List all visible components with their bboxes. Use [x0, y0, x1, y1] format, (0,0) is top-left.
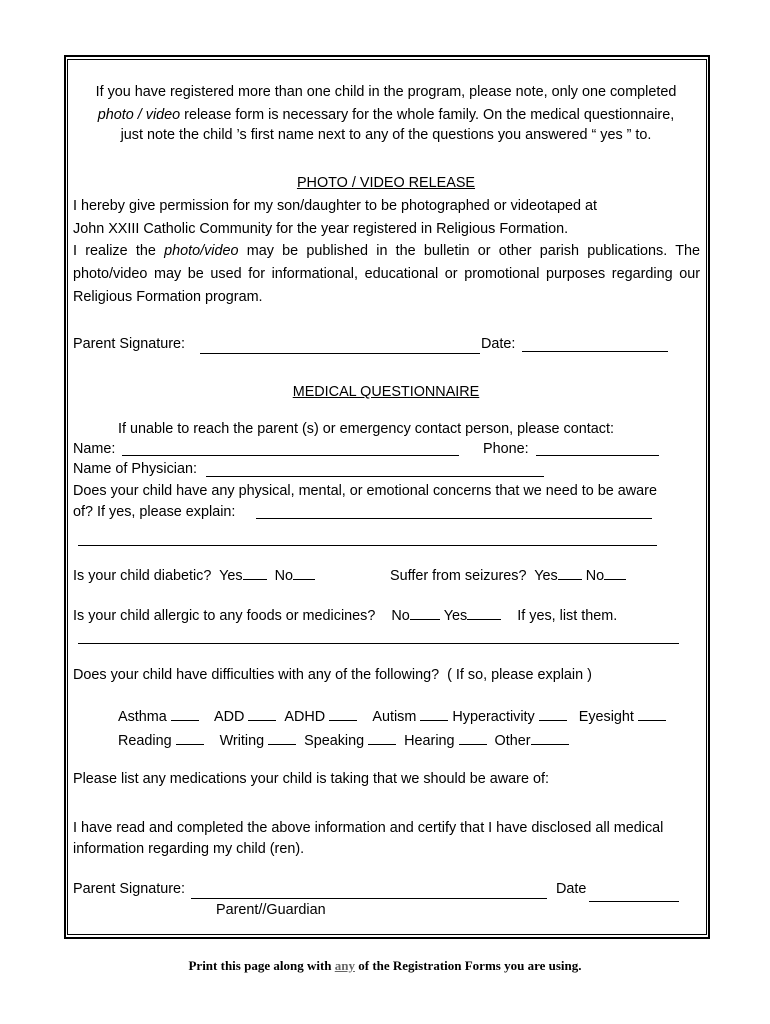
name-label: Name: [73, 441, 116, 457]
condition-reading: Reading [118, 733, 172, 749]
intro-line-2 [66, 107, 706, 124]
photo-release-heading: PHOTO / VIDEO RELEASE [296, 175, 476, 191]
photo-release-paragraph: I realize the photo/video may be published in the bulletin or other parish publications. The photo/video may be used for informational, educational or promotional purposes regarding our Religious Formation program. [73, 243, 700, 305]
diabetic-question: Is your child diabetic? Yes No [73, 566, 315, 585]
diabetic-no-line[interactable] [293, 566, 315, 580]
photo-release-line-2: John XXIII Catholic Community for the year registered in Religious Formation. [73, 221, 569, 237]
condition-hearing: Hearing [404, 733, 455, 749]
medications-question: Please list any medications your child is taking that we should be aware of: [73, 771, 549, 787]
physician-line[interactable] [206, 476, 544, 477]
concerns-line-2[interactable] [78, 545, 657, 546]
photo-date-line[interactable] [522, 351, 668, 352]
concerns-line-1[interactable] [256, 518, 652, 519]
certify-line-2: information regarding my child (ren). [73, 841, 305, 857]
difficulties-question: Does your child have difficulties with any of the following? ( If so, please explain ) [73, 667, 592, 683]
condition-add: ADD [214, 709, 245, 725]
phone-line[interactable] [536, 455, 659, 456]
condition-asthma: Asthma [118, 709, 167, 725]
seizures-question: Suffer from seizures? Yes No [390, 566, 626, 585]
contact-prompt: If unable to reach the parent (s) or emergency contact person, please contact: [118, 421, 614, 437]
condition-hyperactivity: Hyperactivity [452, 709, 535, 725]
condition-speaking: Speaking [304, 733, 365, 749]
physician-label: Name of Physician: [73, 461, 197, 477]
allergic-no-line[interactable] [410, 606, 440, 620]
condition-adhd: ADHD [284, 709, 326, 725]
condition-other: Other [494, 733, 531, 749]
concerns-question-2: of? If yes, please explain: [73, 504, 236, 520]
photo-signature-label: Parent Signature: [73, 336, 185, 352]
concerns-question-1: Does your child have any physical, mental, or emotional concerns that we need to be aware [73, 483, 657, 499]
footer-note: Print this page along with any of the Registration Forms you are using. [188, 958, 582, 973]
condition-autism: Autism [372, 709, 417, 725]
allergic-yes-line[interactable] [467, 606, 501, 620]
photo-signature-line[interactable] [200, 353, 480, 354]
conditions-row-1 [118, 707, 666, 726]
intro-line-1: If you have registered more than one child in the program, please note, only one completed [95, 84, 677, 100]
medical-date-label: Date [556, 881, 587, 897]
condition-writing: Writing [219, 733, 265, 749]
allergic-question: Is your child allergic to any foods or medicines? No Yes If yes, list them. [73, 608, 618, 624]
name-line[interactable] [122, 455, 459, 456]
guardian-label: Parent//Guardian [216, 902, 326, 918]
allergies-line[interactable] [78, 643, 679, 644]
medical-heading: MEDICAL QUESTIONNAIRE [292, 384, 480, 400]
photo-release-line-1: I hereby give permission for my son/daughter to be photographed or videotaped at [73, 198, 597, 214]
seizures-no-line[interactable] [604, 566, 626, 580]
medical-signature-line[interactable] [191, 898, 547, 899]
photo-date-label: Date: [481, 336, 516, 352]
diabetic-yes-line[interactable] [243, 566, 267, 580]
phone-label: Phone: [483, 441, 529, 457]
conditions-row-2 [118, 731, 569, 750]
medical-signature-label: Parent Signature: [73, 881, 185, 897]
condition-eyesight: Eyesight [578, 709, 634, 725]
medical-date-line[interactable] [589, 901, 679, 902]
certify-line-1: I have read and completed the above information and certify that I have disclosed all medical [73, 820, 664, 836]
footer-any-link[interactable]: any [334, 958, 355, 973]
intro-line-2-rest: release form is necessary for the whole family. On the medical questionnaire, [180, 107, 675, 123]
intro-photo-video: photo / video [97, 107, 181, 123]
intro-line-3: just note the child ’s first name next to any of the questions you answered “ yes ” to. [120, 127, 652, 143]
seizures-yes-line[interactable] [558, 566, 582, 580]
